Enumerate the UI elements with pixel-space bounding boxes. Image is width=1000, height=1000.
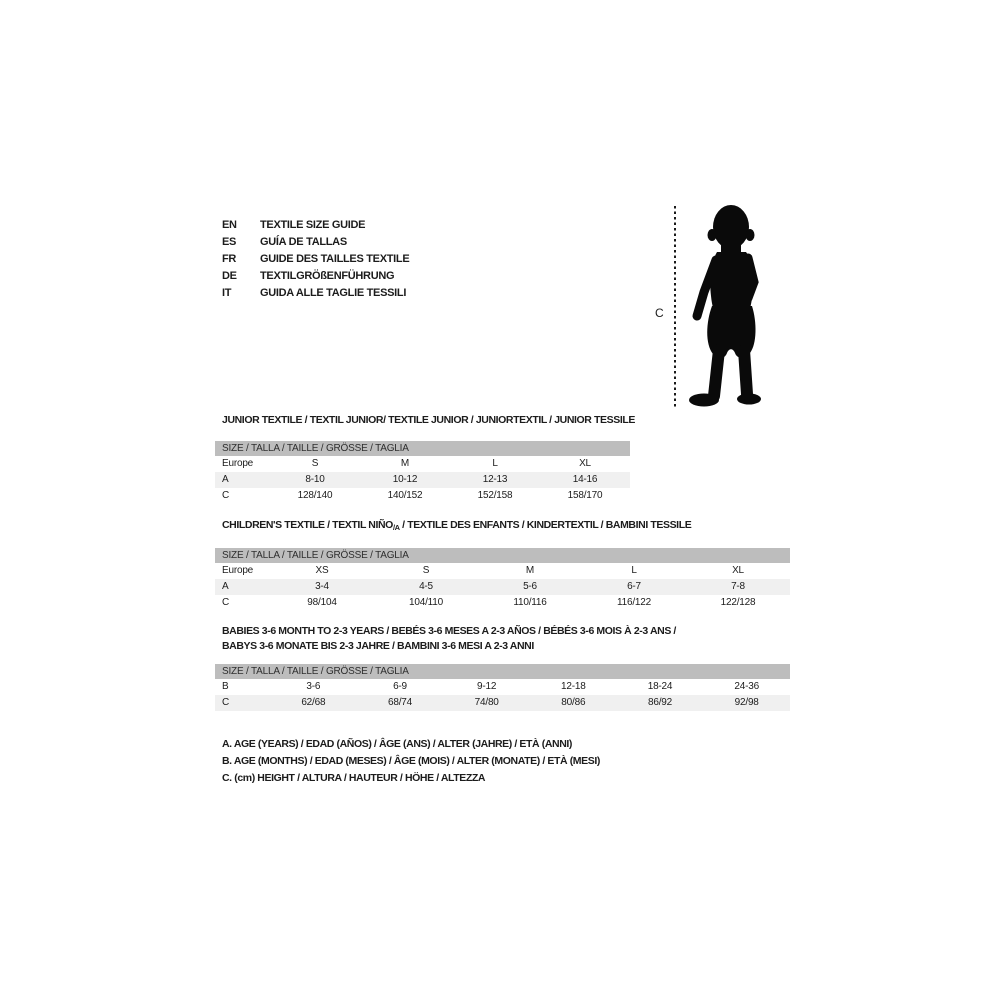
footnote-age-months: B. AGE (MONTHS) / EDAD (MESES) / ÂGE (MOIS) / ALTER (MONATE) / ETÀ (MESI): [222, 755, 600, 767]
age-cell: 5-6: [523, 581, 537, 592]
age-cell: 10-12: [392, 474, 418, 485]
age-cell: 12-13: [482, 474, 508, 485]
babies-title-line2: BABYS 3-6 MONATE BIS 2-3 JAHRE / BAMBINI 3-6 MESI A 2-3 ANNI: [222, 640, 534, 652]
title-text: CHILDREN'S TEXTILE / TEXTIL NIÑO: [222, 519, 393, 531]
language-code: EN: [222, 219, 237, 231]
language-label: TEXTILGRÖßENFÜHRUNG: [260, 270, 395, 282]
language-row-fr: [222, 251, 409, 268]
height-cell: 68/74: [387, 697, 412, 708]
table-row-height: [215, 488, 630, 504]
age-cell: 8-10: [305, 474, 325, 485]
footnote-age-years: A. AGE (YEARS) / EDAD (AÑOS) / ÂGE (ANS) / ALTER (JAHRE) / ETÀ (ANNI): [222, 738, 573, 750]
table-row-europe: [215, 456, 630, 472]
height-measure-label: C: [655, 306, 664, 320]
age-cell: 3-6: [306, 681, 321, 692]
language-row-en: [222, 217, 409, 234]
age-cell: 4-5: [419, 581, 433, 592]
age-cell: 24-36: [734, 681, 759, 692]
size-cell: XL: [732, 565, 744, 576]
language-row-de: [222, 268, 409, 285]
row-label: C: [222, 697, 230, 708]
childrens-textile-section: [215, 519, 790, 611]
row-label: C: [222, 597, 230, 608]
language-code: DE: [222, 270, 237, 282]
age-cell: 14-16: [572, 474, 598, 485]
childrens-size-table: [215, 548, 790, 611]
size-header-bar: SIZE / TALLA / TAILLE / GRÖSSE / TAGLIA: [215, 441, 630, 456]
height-cell: 86/92: [647, 697, 672, 708]
height-cell: 110/116: [513, 597, 547, 608]
footnote-height-cm: C. (cm) HEIGHT / ALTURA / HAUTEUR / HÖHE / ALTEZZA: [222, 772, 486, 784]
language-label: GUIDE DES TAILLES TEXTILE: [260, 253, 410, 265]
height-cell: 62/68: [301, 697, 326, 708]
babies-textile-title: [215, 624, 790, 654]
size-cell: L: [492, 458, 498, 469]
height-cell: 74/80: [474, 697, 499, 708]
row-label: A: [222, 581, 229, 592]
row-label: A: [222, 474, 229, 485]
title-subscript: /A: [392, 523, 400, 532]
junior-textile-section: [215, 414, 635, 504]
height-cell: 140/152: [387, 490, 423, 501]
babies-size-table: [215, 664, 790, 711]
title-text: / TEXTILE DES ENFANTS / KINDERTEXTIL / BAMBINI TESSILE: [399, 519, 692, 531]
table-row-age: [215, 579, 790, 595]
legend-footnotes: [215, 736, 600, 787]
height-cell: 92/98: [734, 697, 759, 708]
age-cell: 7-8: [731, 581, 745, 592]
table-row-height: [215, 695, 790, 711]
height-cell: 98/104: [307, 597, 337, 608]
language-row-es: [222, 234, 409, 251]
row-label: B: [222, 681, 229, 692]
age-cell: 18-24: [647, 681, 673, 692]
age-cell: 6-9: [393, 681, 407, 692]
language-code: IT: [222, 287, 232, 299]
language-code: ES: [222, 236, 237, 248]
junior-size-table: [215, 441, 630, 504]
size-cell: S: [311, 458, 319, 469]
language-label: GUIDA ALLE TAGLIE TESSILI: [260, 287, 407, 299]
height-cell: 128/140: [297, 490, 333, 501]
age-cell: 12-18: [561, 681, 586, 692]
height-cell: 122/128: [720, 597, 756, 608]
table-row-europe: [215, 563, 790, 579]
size-cell: M: [525, 565, 535, 576]
size-cell: XL: [579, 458, 591, 469]
babies-textile-section: [215, 624, 790, 711]
language-row-it: [222, 285, 409, 302]
size-cell: L: [631, 565, 637, 576]
age-cell: 9-12: [477, 681, 497, 692]
height-cell: 158/170: [567, 490, 603, 501]
toddler-silhouette-icon: [687, 200, 777, 412]
language-list: [222, 217, 409, 302]
size-header-bar: SIZE / TALLA / TAILLE / GRÖSSE / TAGLIA: [215, 664, 790, 679]
age-cell: 3-4: [315, 581, 329, 592]
height-measure-line: [674, 206, 676, 408]
language-label: TEXTILE SIZE GUIDE: [260, 219, 366, 231]
height-cell: 104/110: [408, 597, 443, 608]
height-cell: 80/86: [561, 697, 586, 708]
junior-textile-title: JUNIOR TEXTILE / TEXTIL JUNIOR/ TEXTILE JUNIOR / JUNIORTEXTIL / JUNIOR TESSILE: [222, 414, 635, 426]
size-cell: S: [422, 565, 430, 576]
row-label: Europe: [222, 458, 254, 469]
table-row-age-months: [215, 679, 790, 695]
size-cell: XS: [315, 565, 329, 576]
size-cell: M: [400, 458, 410, 469]
table-row-height: [215, 595, 790, 611]
height-cell: 152/158: [477, 490, 513, 501]
height-cell: 116/122: [616, 597, 651, 608]
language-label: GUÍA DE TALLAS: [260, 236, 347, 248]
row-label: C: [222, 490, 230, 501]
age-cell: 6-7: [627, 581, 641, 592]
childrens-textile-title: [215, 519, 790, 534]
row-label: Europe: [222, 565, 254, 576]
table-row-age: [215, 472, 630, 488]
size-header-bar: SIZE / TALLA / TAILLE / GRÖSSE / TAGLIA: [215, 548, 790, 563]
babies-title-line1: BABIES 3-6 MONTH TO 2-3 YEARS / BEBÉS 3-6 MESES A 2-3 AÑOS / BÉBÉS 3-6 MOIS À 2-3 ANS /: [222, 625, 676, 637]
language-code: FR: [222, 253, 237, 265]
